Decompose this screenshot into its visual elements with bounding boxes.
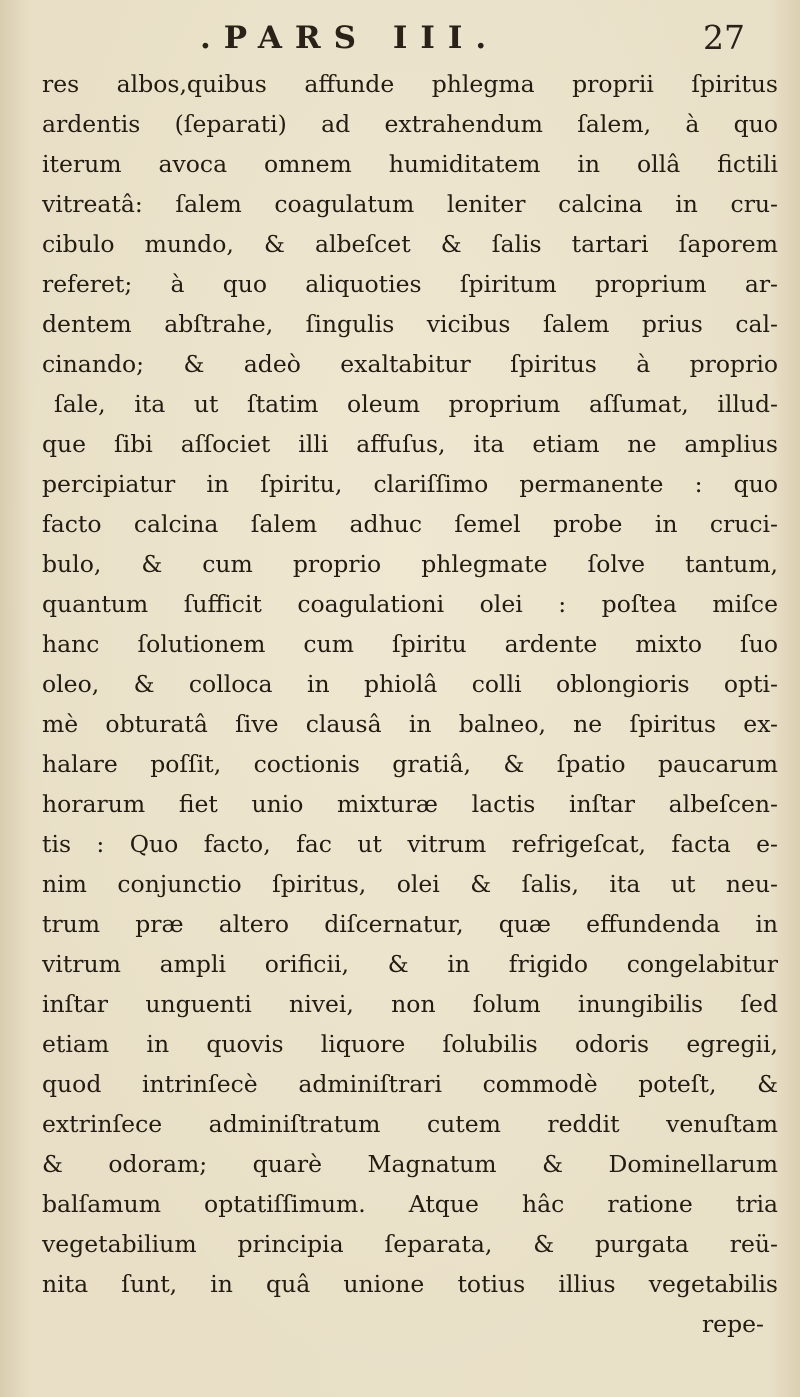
text-line: inſtar unguenti nivei, non ſolum inungibilis ſed — [42, 990, 778, 1018]
text-line: res albos,quibus affunde phlegma proprii ſpiritus — [42, 70, 778, 98]
text-line: horarum fiet unio mixturæ lactis inſtar albeſcen- — [42, 790, 778, 818]
running-head: .PARS III. — [200, 20, 500, 56]
text-line: quantum ſufficit coagulationi olei : poſtea miſce — [42, 590, 778, 618]
text-line: oleo, & colloca in phiolâ colli oblongioris opti- — [42, 670, 778, 698]
text-line: vitrum ampli orificii, & in frigido congelabitur — [42, 950, 778, 978]
catchword: repe- — [701, 1310, 764, 1338]
text-line: trum præ altero diſcernatur, quæ effundenda in — [42, 910, 778, 938]
text-line: halare poſſit, coctionis gratiâ, & ſpatio paucarum — [42, 750, 778, 778]
text-line: cibulo mundo, & albeſcet & ſalis tartari ſaporem — [42, 230, 778, 258]
text-line: vitreatâ: ſalem coagulatum leniter calcina in cru- — [42, 190, 778, 218]
page-header — [0, 14, 800, 58]
text-line: ardentis (ſeparati) ad extrahendum ſalem, à quo — [42, 110, 778, 138]
text-line: dentem abſtrahe, ſingulis vicibus ſalem prius cal- — [42, 310, 778, 338]
text-line: tis : Quo facto, fac ut vitrum refrigeſcat, facta e- — [42, 830, 778, 858]
text-line: hanc ſolutionem cum ſpiritu ardente mixto ſuo — [42, 630, 778, 658]
text-line: cinando; & adeò exaltabitur ſpiritus à proprio — [42, 350, 778, 378]
body-text — [42, 64, 778, 1344]
text-line: nim conjunctio ſpiritus, olei & ſalis, ita ut neu- — [42, 870, 778, 898]
text-line: quod intrinſecè adminiſtrari commodè poteſt, & — [42, 1070, 778, 1098]
text-line: facto calcina ſalem adhuc ſemel probe in cruci- — [42, 510, 778, 538]
text-line: extrinſece adminiſtratum cutem reddit venuſtam — [42, 1110, 778, 1138]
text-line: vegetabilium principia ſeparata, & purgata reü- — [42, 1230, 778, 1258]
text-line: bulo, & cum proprio phlegmate ſolve tantum, — [42, 550, 778, 578]
text-line: iterum avoca omnem humiditatem in ollâ fictili — [42, 150, 778, 178]
text-line: & odoram; quarè Magnatum & Dominellarum — [42, 1150, 778, 1178]
text-line: mè obturatâ ſive clausâ in balneo, ne ſpiritus ex- — [42, 710, 778, 738]
text-line: ſale, ita ut ſtatim oleum proprium aſſumat, illud- — [54, 390, 778, 418]
text-line: nita ſunt, in quâ unione totius illius vegetabilis — [42, 1270, 778, 1298]
text-line: percipiatur in ſpiritu, clariſſimo permanente : quo — [42, 470, 778, 498]
text-line: etiam in quovis liquore ſolubilis odoris egregii, — [42, 1030, 778, 1058]
text-line: que ſibi aſſociet illi affuſus, ita etiam ne amplius — [42, 430, 778, 458]
page-number: 27 — [703, 18, 745, 57]
text-line: referet; à quo aliquoties ſpiritum proprium ar- — [42, 270, 778, 298]
text-line: balſamum optatiſſimum. Atque hâc ratione tria — [42, 1190, 778, 1218]
